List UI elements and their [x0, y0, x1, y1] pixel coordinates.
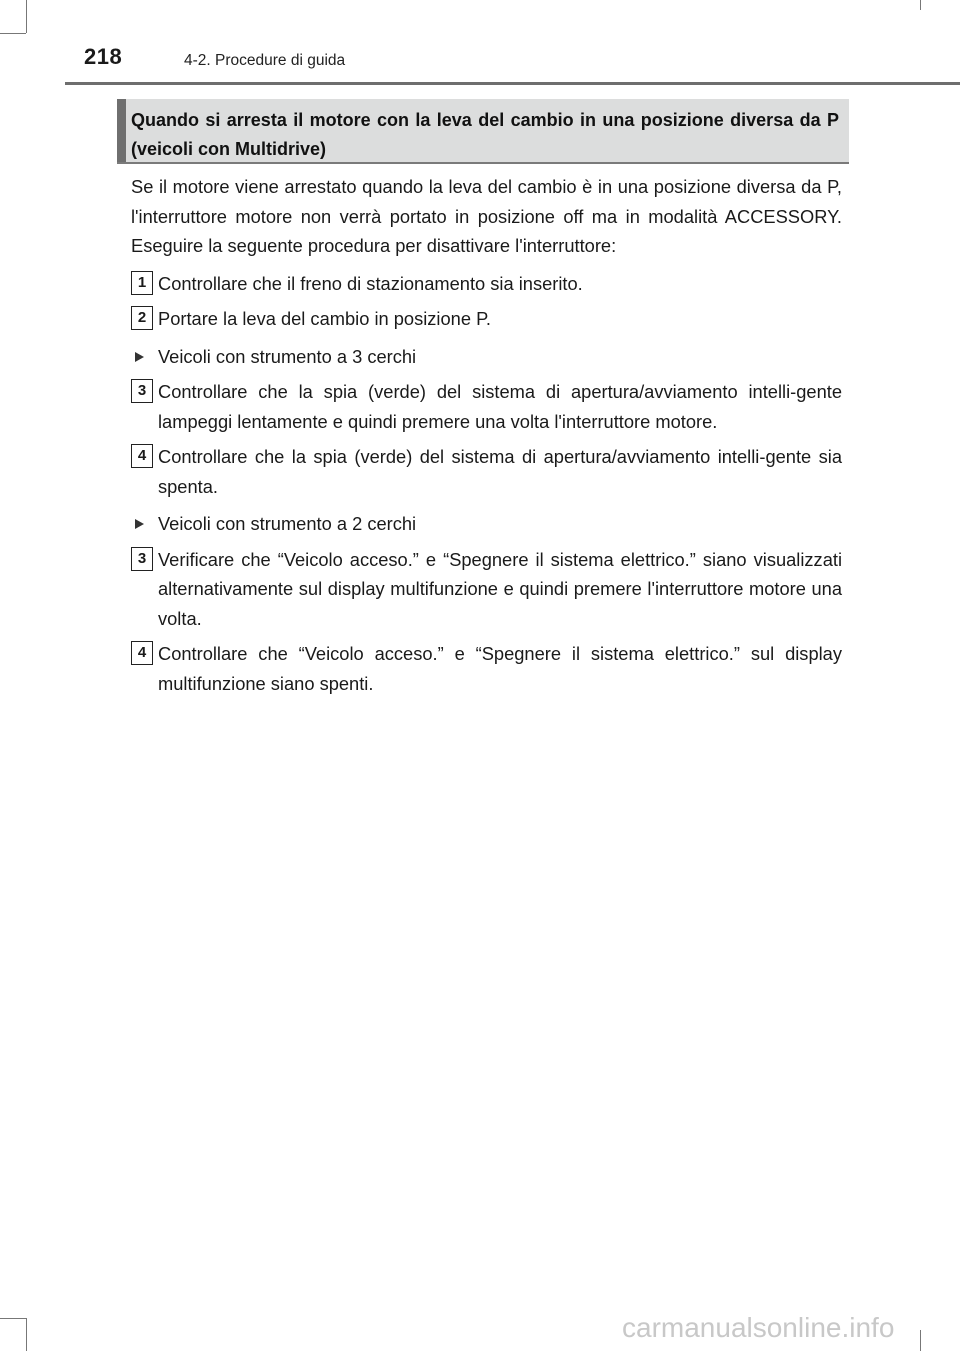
page-number: 218 [84, 44, 123, 69]
step-text: Controllare che “Veicolo acceso.” e “Spegnere il sistema elettrico.” sul display multifunzione siano spenti. [158, 643, 842, 694]
step-item [131, 545, 842, 634]
topic-banner [117, 99, 849, 164]
crop-mark [0, 33, 26, 34]
step-item [131, 442, 842, 501]
variant-label: Veicoli con strumento a 2 cerchi [158, 513, 417, 534]
variant-heading [131, 342, 842, 372]
triangle-arrow-icon [135, 519, 144, 529]
watermark: carmanualsonline.info [622, 1312, 895, 1343]
step-item [131, 269, 842, 299]
step-number-badge: 2 [131, 306, 153, 330]
section-title: 4-2. Procedure di guida [184, 52, 346, 69]
page-header [0, 44, 960, 80]
crop-mark [920, 1330, 921, 1351]
step-text: Portare la leva del cambio in posizione P. [158, 308, 491, 329]
crop-mark [26, 0, 27, 33]
step-item [131, 377, 842, 436]
intro-paragraph: Se il motore viene arrestato quando la leva del cambio è in una posizione diversa da P, l'interruttore motore non verrà portato in posizione off ma in modalità ACCESSORY. Eseguire la seguente procedura per disattivare l'interruttore: [131, 176, 842, 256]
variant-label: Veicoli con strumento a 3 cerchi [158, 345, 417, 367]
triangle-arrow-icon [135, 352, 144, 362]
step-number-badge: 4 [131, 641, 153, 665]
step-text: Verificare che “Veicolo acceso.” e “Spegnere il sistema elettrico.” siano visualizzati alternativamente sul display multifunzione e quindi premere l'interruttore motore una volta. [158, 548, 842, 629]
variant-heading [131, 509, 842, 539]
step-number-badge: 3 [131, 547, 153, 571]
step-number-badge: 3 [131, 379, 153, 403]
step-item [131, 304, 842, 334]
step-text: Controllare che la spia (verde) del sistema di apertura/avviamento intelli-gente sia spenta. [158, 446, 842, 497]
crop-mark [0, 1318, 26, 1319]
step-text: Controllare che il freno di stazionamento sia inserito. [158, 272, 583, 294]
crop-mark [920, 0, 921, 10]
step-number-badge: 4 [131, 444, 153, 468]
banner-accent-bar [117, 99, 126, 162]
step-item [131, 639, 842, 698]
header-divider [65, 82, 960, 85]
step-number-badge: 1 [131, 271, 153, 295]
main-content [131, 172, 842, 698]
banner-title: Quando si arresta il motore con la leva del cambio in una posizione diversa da P (veicoli con Multidrive) [131, 110, 839, 159]
step-text: Controllare che la spia (verde) del sistema di apertura/avviamento intelli-gente lampeggi lentamente e quindi premere una volta l'interruttore motore. [158, 381, 842, 432]
crop-mark [26, 1318, 27, 1351]
